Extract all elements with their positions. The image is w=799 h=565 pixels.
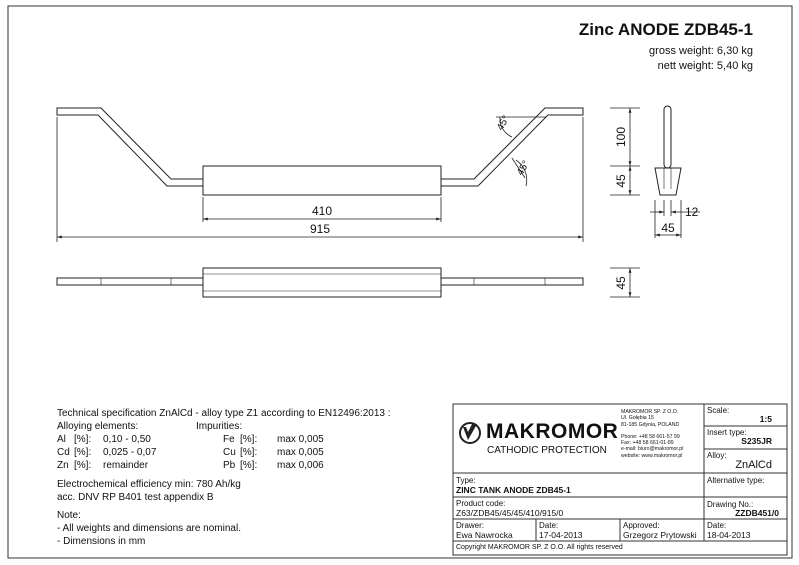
impurity-element: Cu xyxy=(223,447,236,458)
impurity-element: Pb xyxy=(223,460,236,471)
top-view xyxy=(57,268,583,297)
drawing-no-value: ZZDB451/0 xyxy=(735,508,779,518)
alloy-value: 0,025 - 0,07 xyxy=(103,447,157,458)
efficiency-text: Electrochemical efficiency min: 780 Ah/kg xyxy=(57,479,241,490)
impurities-heading: Impurities: xyxy=(196,421,243,432)
drawer-value: Ewa Nawrocka xyxy=(456,530,513,540)
company-subtitle: CATHODIC PROTECTION xyxy=(487,445,607,456)
gross-weight: gross weight: 6,30 kg xyxy=(649,45,753,57)
angle-2-label: 45° xyxy=(515,158,533,178)
drawing-no-label: Drawing No.: xyxy=(707,500,754,509)
insert-side xyxy=(664,106,671,168)
scale-label: Scale: xyxy=(707,406,730,415)
insert-type-label: Insert type: xyxy=(707,428,747,437)
nett-weight: nett weight: 5,40 kg xyxy=(657,60,753,72)
dim-100-label: 100 xyxy=(614,126,628,148)
anode-body-side xyxy=(655,168,681,195)
insert-right xyxy=(441,108,583,186)
company-address: MAKROMOR SP. Z O.O. Ul. Gołębia 15 81-185 Gdynia, POLAND Phone: +48 58 661-57 99 Fax: +48 58 661-01-89 e-mail: biuro@makromor.pl website: www.makromor.pl xyxy=(621,409,684,459)
type-value: ZINC TANK ANODE ZDB45-1 xyxy=(456,485,571,495)
approved-value: Grzegorz Prytowski xyxy=(623,530,697,540)
anode-body-top xyxy=(203,268,441,297)
dim-915-label: 915 xyxy=(309,222,331,236)
dim-45-side-label: 45 xyxy=(661,221,675,235)
dim-45-top-label: 45 xyxy=(614,276,628,290)
makromor-logo-icon xyxy=(460,423,480,443)
insert-type-value: S235JR xyxy=(741,436,772,446)
drawn-date-value: 17-04-2013 xyxy=(539,530,583,540)
alloy-value: 0,10 - 0,50 xyxy=(103,434,151,445)
company-logo-text: MAKROMOR xyxy=(486,420,619,443)
anode-body-front xyxy=(203,166,441,195)
impurity-value: max 0,005 xyxy=(277,434,324,445)
alloy-label: Alloy: xyxy=(707,451,727,460)
alloy-unit: [%]: xyxy=(74,434,92,445)
approved-date-label: Date: xyxy=(707,521,727,530)
type-label: Type: xyxy=(456,476,476,485)
alloy-unit: [%]: xyxy=(74,460,92,471)
product-code-value: Z63/ZDB45/45/45/410/915/0 xyxy=(456,508,564,518)
dim-410-label: 410 xyxy=(311,204,333,218)
alloying-heading: Alloying elements: xyxy=(57,421,139,432)
dim-12-label: 12 xyxy=(685,205,699,219)
impurity-unit: [%]: xyxy=(240,460,258,471)
standard-text: acc. DNV RP B401 test appendix B xyxy=(57,492,214,503)
impurity-unit: [%]: xyxy=(240,434,258,445)
impurity-value: max 0,006 xyxy=(277,460,324,471)
drawer-label: Drawer: xyxy=(456,521,485,530)
spec-line: Technical specification ZnAlCd - alloy type Z1 according to EN12496:2013 : xyxy=(57,408,391,419)
alloy-unit: [%]: xyxy=(74,447,92,458)
alloy-value: remainder xyxy=(103,460,149,471)
angle-1-label: 45° xyxy=(495,113,513,133)
drawing-title: Zinc ANODE ZDB45-1 xyxy=(578,20,753,39)
drawn-date-label: Date: xyxy=(539,521,559,530)
note-line: - All weights and dimensions are nominal. xyxy=(57,523,241,534)
scale-value: 1:5 xyxy=(759,414,772,424)
dim-45-front-label: 45 xyxy=(614,174,628,188)
alloy-element: Cd xyxy=(57,447,70,458)
impurity-value: max 0,005 xyxy=(277,447,324,458)
alloy-value: ZnAlCd xyxy=(735,459,772,471)
approved-date-value: 18-04-2013 xyxy=(707,530,751,540)
note-line: - Dimensions in mm xyxy=(57,536,146,547)
product-code-label: Product code: xyxy=(456,499,506,508)
side-view xyxy=(655,106,681,195)
copyright-notice: Copyright MAKROMOR SP. Z O.O. All rights reserved xyxy=(456,544,623,551)
impurity-element: Fe xyxy=(223,434,235,445)
insert-left xyxy=(57,108,203,186)
alloy-element: Zn xyxy=(57,460,69,471)
approved-label: Approved: xyxy=(623,521,660,530)
note-heading: Note: xyxy=(57,510,81,521)
impurity-unit: [%]: xyxy=(240,447,258,458)
alloy-element: Al xyxy=(57,434,66,445)
alternative-type-label: Alternative type: xyxy=(707,476,765,485)
